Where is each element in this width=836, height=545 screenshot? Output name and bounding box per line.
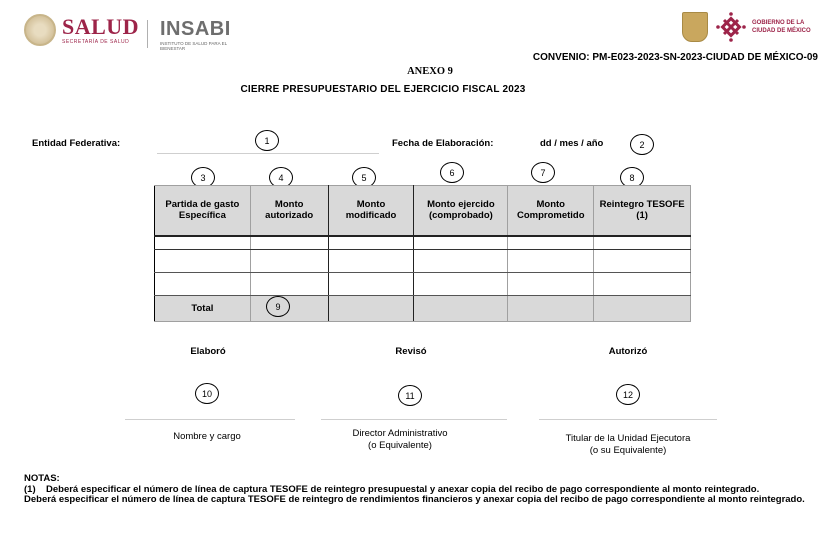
note-2: Deberá especificar el número de línea de captura TESOFE de reintegro de rendimientos financieros y anexar copia del recibo de pago correspondiente al monto reintegrado. <box>24 494 805 505</box>
total-cell[interactable] <box>414 296 508 322</box>
marker-10: 10 <box>195 383 219 404</box>
signature-line-autorizo[interactable] <box>539 419 717 420</box>
column-header-monto-autorizado: Monto autorizado <box>250 186 328 236</box>
salud-logo-subtitle: SECRETARÍA DE SALUD <box>62 38 130 45</box>
cdmx-logo-text <box>752 20 811 35</box>
table-cell[interactable] <box>508 273 594 296</box>
mexico-seal-icon <box>24 14 56 46</box>
table-cell[interactable] <box>414 236 508 250</box>
insabi-logo <box>160 19 231 51</box>
anexo-label: ANEXO 9 <box>407 66 453 77</box>
table-cell[interactable] <box>250 236 328 250</box>
signature-line-reviso[interactable] <box>321 419 507 420</box>
table-cell[interactable] <box>250 250 328 273</box>
table-cell[interactable] <box>414 250 508 273</box>
table-cell[interactable] <box>414 273 508 296</box>
table-row <box>155 236 691 250</box>
column-header-monto-comprometido: Monto Comprometido <box>508 186 594 236</box>
fecha-format[interactable]: dd / mes / año <box>540 138 604 149</box>
table-cell[interactable] <box>508 250 594 273</box>
table-cell[interactable] <box>155 250 251 273</box>
table-cell[interactable] <box>328 273 414 296</box>
marker-8: 8 <box>620 167 644 188</box>
entidad-label: Entidad Federativa: <box>32 138 121 149</box>
notes-section <box>24 474 805 506</box>
signature-caption-elaboro: Nombre y cargo <box>173 431 241 442</box>
insabi-logo-text: INSABI <box>160 18 231 40</box>
logo-divider <box>147 20 148 48</box>
marker-1: 1 <box>255 130 279 151</box>
document-title: CIERRE PRESUPUESTARIO DEL EJERCICIO FISCAL 2023 <box>240 84 526 95</box>
marker-2: 2 <box>630 134 654 155</box>
column-header-monto-ejercido: Monto ejercido (comprobado) <box>414 186 508 236</box>
marker-9: 9 <box>266 296 290 317</box>
table-row <box>155 250 691 273</box>
table-total-row <box>155 296 691 322</box>
salud-logo <box>24 14 139 46</box>
table-cell[interactable] <box>594 236 691 250</box>
marker-6: 6 <box>440 162 464 183</box>
insabi-logo-subtitle: INSTITUTO DE SALUD PARA EL BIENESTAR <box>160 41 227 51</box>
marker-7: 7 <box>531 162 555 183</box>
salud-logo-text: SALUD <box>62 13 140 39</box>
table-cell[interactable] <box>155 273 251 296</box>
marker-3: 3 <box>191 167 215 188</box>
column-header-partida: Partida de gasto Específica <box>155 186 251 236</box>
signature-caption-reviso: Director Administrativo (o Equivalente) <box>352 428 448 451</box>
entidad-input-line[interactable] <box>157 153 379 154</box>
total-cell[interactable] <box>508 296 594 322</box>
cdmx-line1: GOBIERNO DE LA <box>752 20 805 26</box>
cdmx-line2: CIUDAD DE MÉXICO <box>752 27 811 34</box>
budget-table <box>154 185 691 322</box>
table-cell[interactable] <box>155 236 251 250</box>
signature-heading-autorizo: Autorizó <box>608 346 648 357</box>
table-cell[interactable] <box>328 250 414 273</box>
signature-caption-autorizo: Titular de la Unidad Ejecutora (o su Equivalente) <box>565 433 691 456</box>
convenio-code: CONVENIO: PM-E023-2023-SN-2023-CIUDAD DE MÉXICO-09 <box>532 52 818 63</box>
signature-line-elaboro[interactable] <box>125 419 295 420</box>
table-cell[interactable] <box>594 250 691 273</box>
total-label: Total <box>155 296 251 322</box>
signature-heading-elaboro: Elaboró <box>190 346 226 357</box>
marker-11: 11 <box>398 385 422 406</box>
total-cell[interactable] <box>594 296 691 322</box>
table-cell[interactable] <box>328 236 414 250</box>
marker-5: 5 <box>352 167 376 188</box>
cdmx-emblem-icon <box>716 12 746 42</box>
table-cell[interactable] <box>250 273 328 296</box>
note-1: (1) Deberá especificar el número de línea de captura TESOFE de reintegro presupuestal y anexar copia del recibo de pago correspondiente al monto reintegrado. <box>24 483 760 495</box>
signature-heading-reviso: Revisó <box>395 346 427 357</box>
marker-12: 12 <box>616 384 640 405</box>
column-header-reintegro-tesofe: Reintegro TESOFE (1) <box>594 186 691 236</box>
table-cell[interactable] <box>508 236 594 250</box>
fecha-label: Fecha de Elaboración: <box>392 138 494 149</box>
table-cell[interactable] <box>594 273 691 296</box>
notes-heading: NOTAS: <box>24 473 60 484</box>
total-cell[interactable] <box>328 296 414 322</box>
marker-4: 4 <box>269 167 293 188</box>
table-header-row <box>155 186 691 236</box>
column-header-monto-modificado: Monto modificado <box>328 186 414 236</box>
table-row <box>155 273 691 296</box>
cdmx-shield-icon <box>682 12 708 42</box>
